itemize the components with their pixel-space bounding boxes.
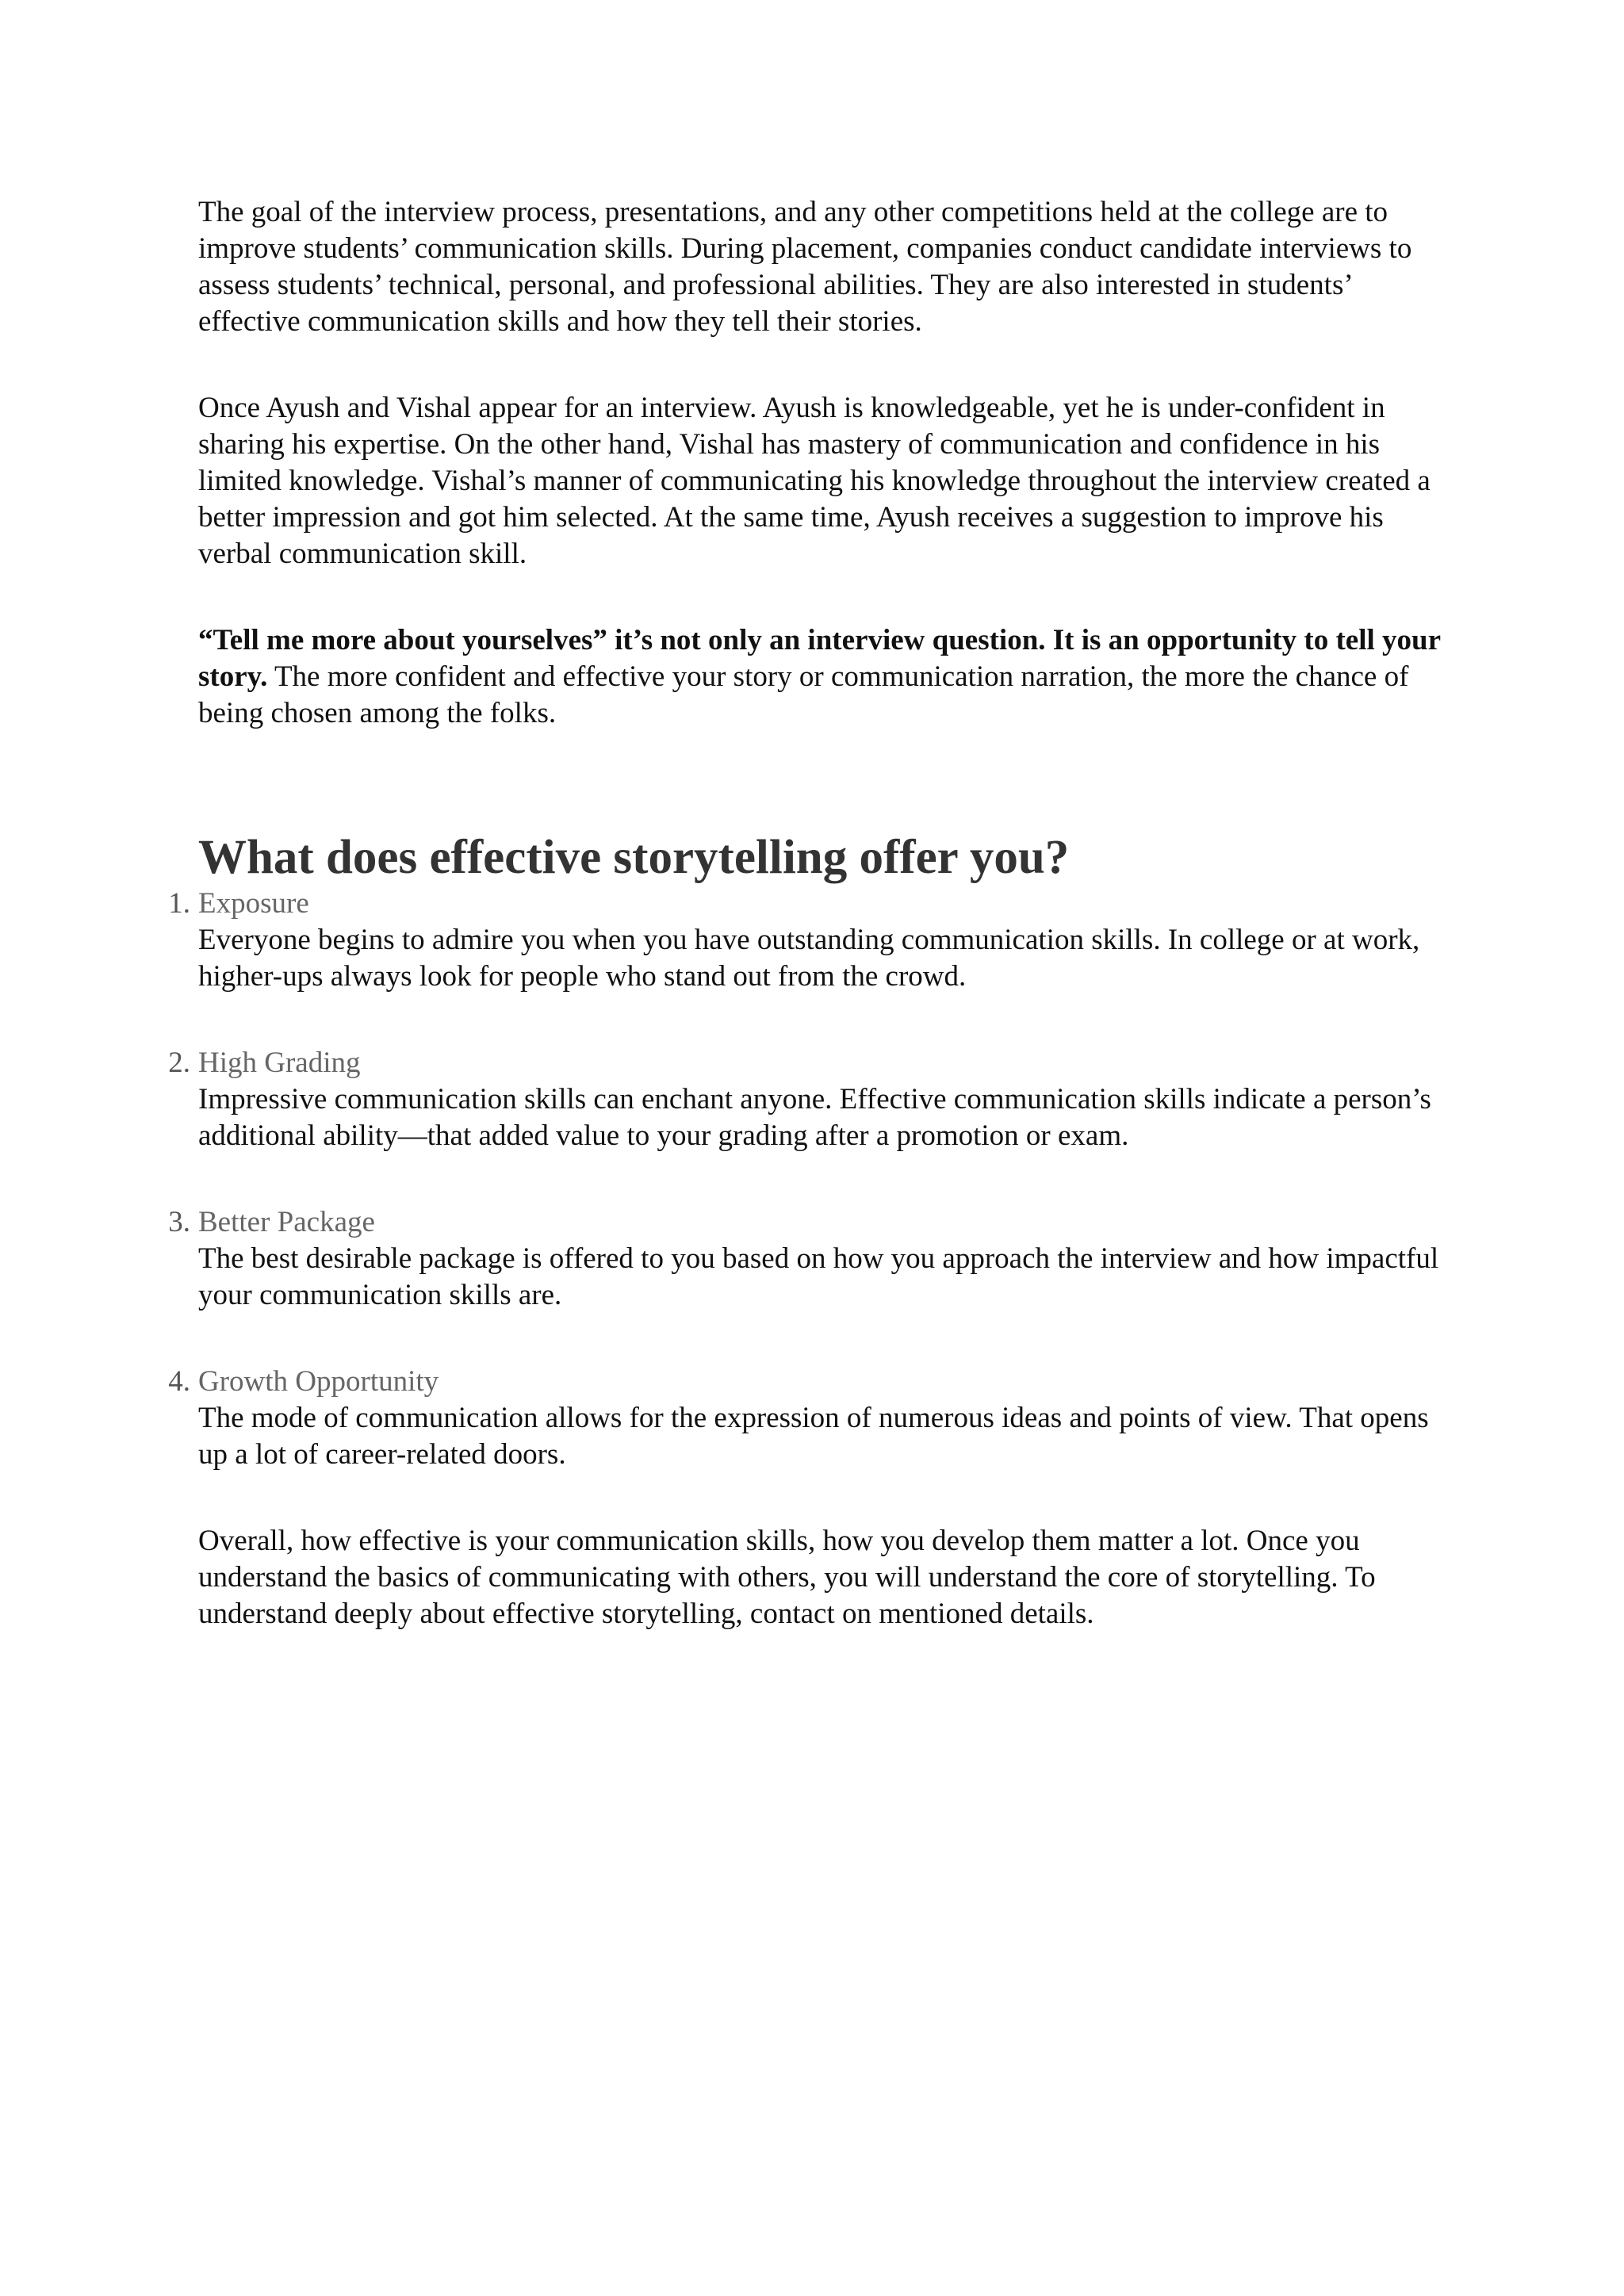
list-item-number: 3.	[168, 1206, 190, 1238]
list-item-title: Better Package	[198, 1206, 375, 1238]
list-item-title: Exposure	[198, 887, 309, 920]
closing-paragraph: Overall, how effective is your communication skills, how you develop them matter a lot. Once you understand the basics of communicating with others, you will understand the core of storytelling. To understand deeply about effective storytelling, contact on mentioned details.	[198, 1525, 1376, 1630]
list-item	[168, 1204, 1451, 1314]
list-item	[168, 1364, 1451, 1473]
list-item-title: High Grading	[198, 1047, 361, 1079]
list-item-body: Everyone begins to admire you when you have outstanding communication skills. In college or at work, higher-ups always look for people who stand out from the crowd.	[198, 924, 1420, 993]
list-item-body: Impressive communication skills can enchant anyone. Effective communication skills indicate a person’s additional ability—that added value to your grading after a promotion or exam.	[198, 1083, 1431, 1152]
benefits-list	[168, 886, 1451, 1473]
story-paragraph-rest: The more confident and effective your story or communication narration, the more the chance of being chosen among the folks.	[198, 660, 1409, 729]
list-item-number: 2.	[168, 1047, 190, 1079]
list-item	[168, 1045, 1451, 1154]
story-paragraph-bold: “Tell me more about yourselves” it’s not only an interview question. It is an opportunity to tell your story.	[198, 624, 1441, 693]
document-page	[168, 194, 1451, 1632]
list-item-title: Growth Opportunity	[198, 1365, 439, 1398]
story-paragraph	[198, 622, 1451, 732]
section-heading: What does effective storytelling offer you?	[198, 831, 1070, 884]
list-item-number: 1.	[168, 887, 190, 920]
list-item	[168, 886, 1451, 995]
list-item-body: The best desirable package is offered to you based on how you approach the interview and how impactful your communication skills are.	[198, 1242, 1439, 1311]
intro-paragraph: The goal of the interview process, presentations, and any other competitions held at the college are to improve students’ communication skills. During placement, companies conduct candidate interviews to assess students’ technical, personal, and professional abilities. They are also interested in students’ effective communication skills and how they tell their stories.	[198, 196, 1412, 338]
example-paragraph: Once Ayush and Vishal appear for an interview. Ayush is knowledgeable, yet he is under-confident in sharing his expertise. On the other hand, Vishal has mastery of communication and confidence in his limited knowledge. Vishal’s manner of communicating his knowledge throughout the interview created a better impression and got him selected. At the same time, Ayush receives a suggestion to improve his verbal communication skill.	[198, 392, 1431, 570]
list-item-body: The mode of communication allows for the expression of numerous ideas and points of view. That opens up a lot of career-related doors.	[198, 1402, 1429, 1471]
list-item-number: 4.	[168, 1365, 190, 1398]
